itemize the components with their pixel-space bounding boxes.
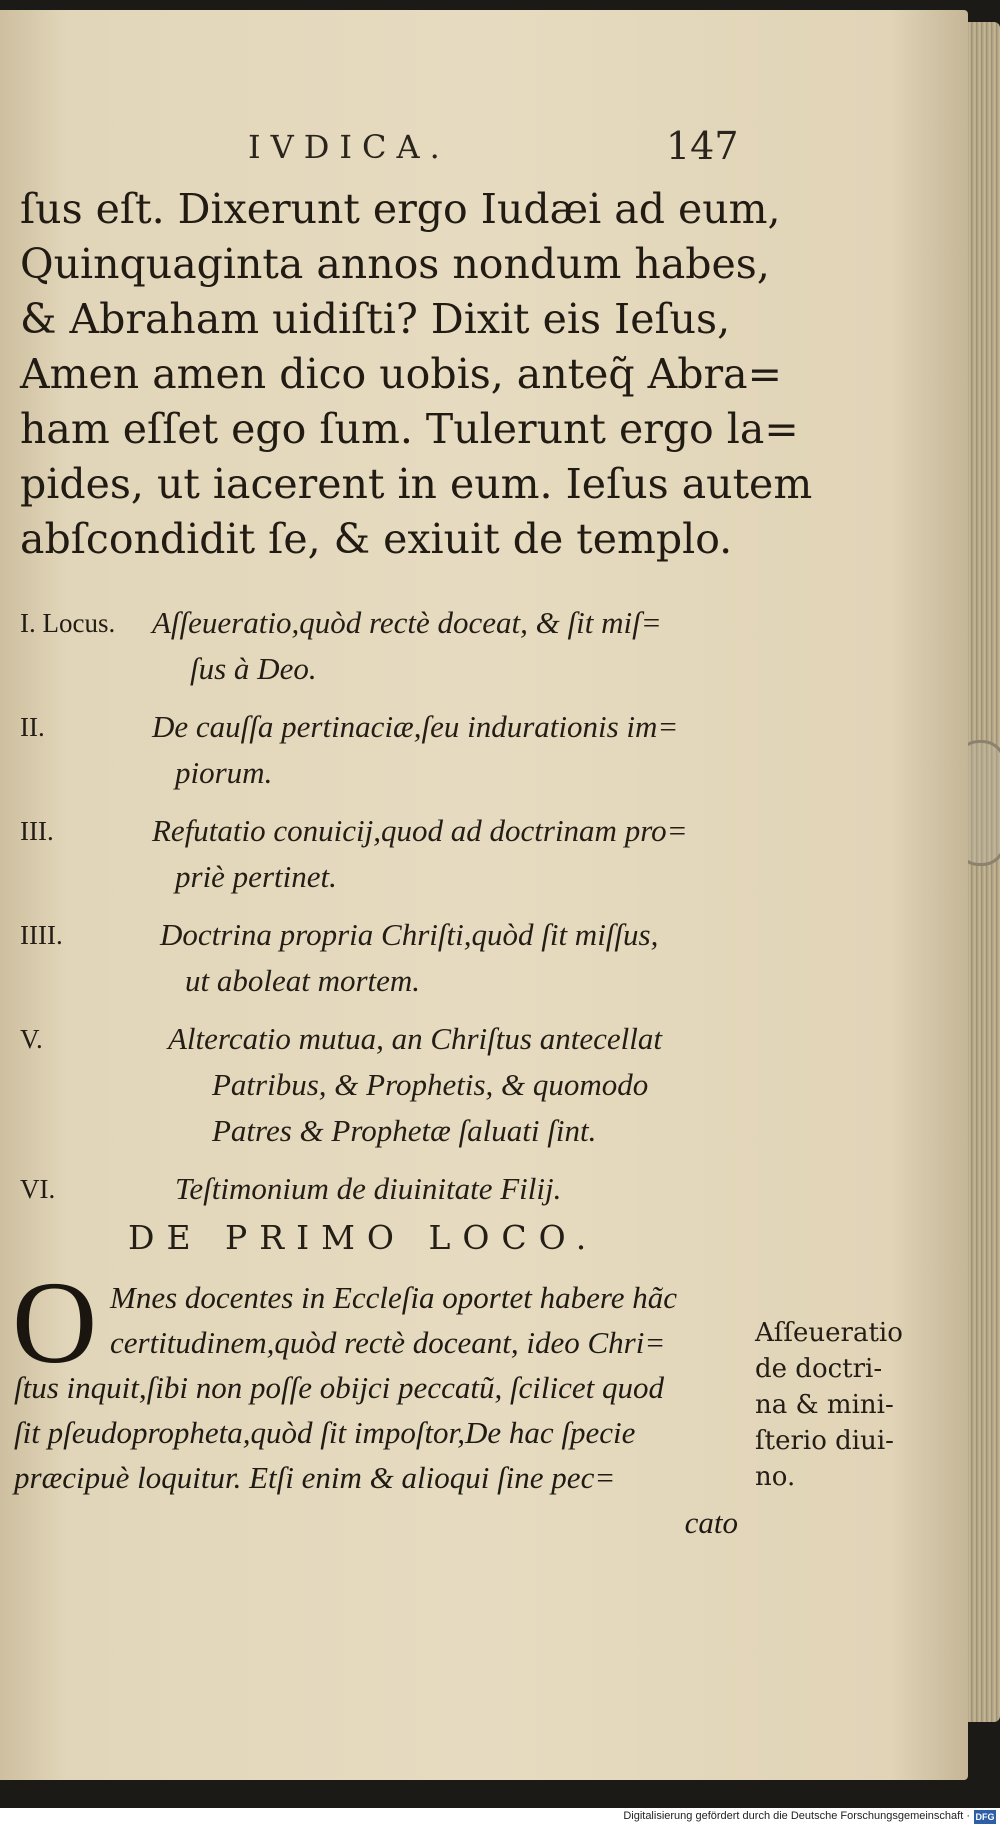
paragraph-line: ſit pſeudopropheta,quòd ſit impoſtor,De hac ſpecie bbox=[14, 1415, 636, 1450]
locus-line: Altercatio mutua, an Chriſtus antecellat bbox=[168, 1021, 662, 1056]
locus-item bbox=[20, 1166, 760, 1212]
text-line: ham eſſet ego ſum. Tulerunt ergo la= bbox=[20, 405, 799, 453]
locus-line: De cauſſa pertinaciæ,ſeu indurationis im= bbox=[152, 709, 679, 744]
locus-number: II. bbox=[20, 712, 45, 742]
locus-line: piorum. bbox=[175, 755, 273, 790]
dfg-logo: DFG bbox=[975, 1812, 995, 1822]
locus-item bbox=[20, 912, 760, 1004]
text-line: Quinquaginta annos nondum habes, bbox=[20, 240, 770, 288]
loci-list bbox=[20, 600, 760, 1224]
marginal-line: Aſſeueratio bbox=[755, 1318, 903, 1348]
locus-number: VI. bbox=[20, 1174, 56, 1204]
locus-item bbox=[20, 1016, 760, 1154]
locus-line: Refutatio conuicij,quod ad doctrinam pro= bbox=[152, 813, 688, 848]
locus-item bbox=[20, 808, 760, 900]
marginal-line: de doctri- bbox=[755, 1354, 883, 1384]
locus-line: Aſſeueratio,quòd rectè doceat, & ſit miſ= bbox=[152, 605, 662, 640]
locus-line: Teſtimonium de diuinitate Filij. bbox=[175, 1171, 562, 1206]
drop-cap: O bbox=[12, 1257, 98, 1388]
text-line: & Abraham uidiſti? Dixit eis Ieſus, bbox=[20, 295, 731, 343]
locus-line: priè pertinet. bbox=[175, 859, 337, 894]
locus-number: IIII. bbox=[20, 920, 63, 950]
marginal-line: no. bbox=[755, 1462, 796, 1492]
marginal-note bbox=[755, 1315, 925, 1495]
text-line: Amen amen dico uobis, anteq̃ Abra= bbox=[20, 350, 782, 398]
page-number: 147 bbox=[666, 124, 739, 168]
text-line: ſus eſt. Dixerunt ergo Iudæi ad eum, bbox=[20, 185, 781, 233]
locus-item bbox=[20, 600, 760, 692]
commentary-paragraph bbox=[12, 1257, 744, 1545]
locus-item bbox=[20, 704, 760, 796]
footer-credit: Digitalisierung gefördert durch die Deutsche Forschungsgemeinschaft · bbox=[623, 1810, 970, 1822]
marginal-line: na & mini- bbox=[755, 1390, 894, 1420]
locus-line: Doctrina propria Chriſti,quòd ſit miſſus, bbox=[160, 917, 659, 952]
catchword: cato bbox=[684, 1505, 738, 1540]
marginal-line: ſterio diui- bbox=[755, 1426, 894, 1456]
text-line: pides, ut iacerent in eum. Ieſus autem bbox=[20, 460, 813, 508]
paragraph-line: Mnes docentes in Eccleſia oportet habere hãc bbox=[110, 1280, 678, 1315]
book-page bbox=[0, 10, 968, 1780]
section-heading: DE PRIMO LOCO. bbox=[128, 1218, 599, 1257]
locus-line: Patribus, & Prophetis, & quomodo bbox=[212, 1067, 649, 1102]
running-head bbox=[0, 124, 968, 168]
paragraph-line: præcipuè loquitur. Etſi enim & alioqui ſine pec= bbox=[14, 1460, 616, 1495]
paragraph-line: certitudinem,quòd rectè doceant, ideo Chri= bbox=[110, 1325, 666, 1360]
locus-line: Patres & Prophetæ ſaluati ſint. bbox=[212, 1113, 597, 1148]
text-line: abſcondidit ſe, & exiuit de templo. bbox=[20, 515, 733, 563]
locus-number: III. bbox=[20, 816, 54, 846]
locus-number: V. bbox=[20, 1024, 43, 1054]
footer-bar bbox=[0, 1808, 1000, 1828]
locus-line: ut aboleat mortem. bbox=[185, 963, 421, 998]
locus-number: I. Locus. bbox=[20, 608, 116, 638]
locus-line: ſus à Deo. bbox=[190, 651, 317, 686]
paragraph-line: ſtus inquit,ſibi non poſſe obijci peccatũ, ſcilicet quod bbox=[14, 1370, 665, 1405]
running-title: IVDICA. bbox=[248, 128, 450, 166]
scripture-text bbox=[20, 182, 813, 567]
